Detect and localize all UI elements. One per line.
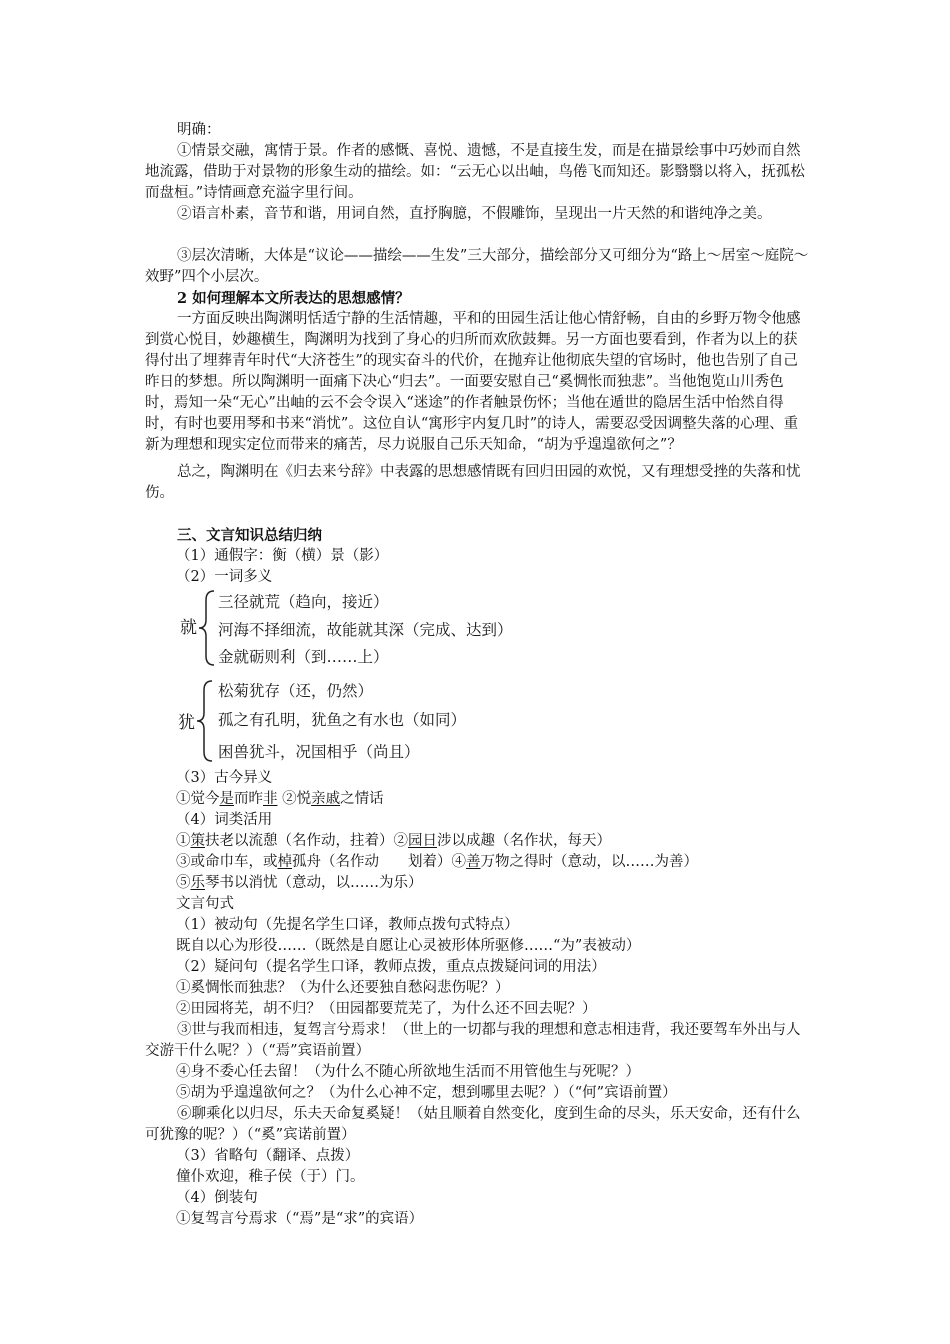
- cilei-heading: （4）词类活用: [176, 812, 273, 828]
- cilei-line-2: ③或命巾车，或棹孤舟（名作动 划着）④善万物之得时（意动，以……为善）: [176, 854, 698, 870]
- question2-paragraph1: 一方面反映出陶渊明恬适宁静的生活情趣，平和的田园生活让他心情舒畅，自由的乡野万物令他感到赏心悦目，妙趣横生，陶渊明为找到了身心的归所而欢欣鼓舞。另一方面也要看到，作者为以上的获得付出了埋葬青年时代“大济苍生”的现实奋斗的代价，在抛弃让他彻底失望的官场时，他也告别了自己昨日的梦想。所以陶渊明一面痛下决心“归去”。一面要安慰自己“奚惆怅而独悲”。当他饱览山川秀色时，焉知一朵“无心”出岫的云不会令误入“迷途”的作者触景伤怀；当他在遁世的隐居生活中怡然自得时，有时也要用琴和书来“消忧”。这位自认“寓形宇内复几时”的诗人，需要忍受因调整失落的心理、重新为理想和现实定位而带来的痛苦，尽力说服自己乐天知命，“胡为乎遑遑欲何之”？: [145, 311, 801, 453]
- paragraph-item1: ①情景交融，寓情于景。作者的感慨、喜悦、遗憾，不是直接生发，而是在描景绘事中巧妙而自然地流露，借助于对景物的形象生动的描绘。如：“云无心以出岫，鸟倦飞而知还。影翳翳以将入，抚孤松而盘桓。”诗情画意充溢字里行间。: [145, 143, 805, 201]
- question2-paragraph2: 总之，陶渊明在《归去来兮辞》中表露的思想感情既有回归田园的欢悦，又有理想受挫的失落和忧伤。: [145, 464, 801, 501]
- yiwen-4: ④身不委心任去留！（为什么不随心所欲地生活而不用管他生与死呢？）: [176, 1064, 640, 1080]
- shenglue-heading: （3）省略句（翻译、点拨）: [176, 1148, 360, 1164]
- shenglue-example: 僮仆欢迎，稚子侯（于）门。: [176, 1169, 365, 1185]
- yiwen-2: ②田园将芜，胡不归？（田园都要荒芜了，为什么还不回去呢？）: [176, 1001, 597, 1017]
- paragraph-item2: ②语言朴素，音节和谐，用词自然，直抒胸臆，不假雕饰，呈现出一片天然的和谐纯净之美。: [177, 206, 772, 222]
- yiwen-1: ①奚惆怅而独悲？（为什么还要独自愁闷悲伤呢？）: [176, 980, 510, 996]
- jushi-heading: 文言句式: [176, 896, 234, 912]
- brace-icon: [196, 588, 218, 668]
- yici-heading: （2）一词多义: [176, 569, 273, 585]
- yiwen-6: ⑥聊乘化以归尽，乐夫天命复奚疑！（姑且顺着自然变化，度到生命的尽头，乐天安命，还有什么可犹豫的呢？）（“奚”宾诺前置）: [145, 1106, 801, 1143]
- you-item-1: 松菊犹存（还，仍然）: [218, 682, 374, 700]
- gujin-line: ①觉今是而昨非 ②悦亲戚之情话: [176, 791, 384, 807]
- jiu-char: 就: [180, 618, 197, 638]
- daozhuang-heading: （4）倒装句: [176, 1190, 258, 1206]
- beidong-example: 既自以心为形役……（既然是自愿让心灵被形体所驱修……“为”表被动）: [176, 938, 641, 954]
- tongjia-line: （1）通假字：衡（横）景（影）: [176, 548, 389, 564]
- beidong-heading: （1）被动句（先提名学生口译，教师点拨句式特点）: [176, 917, 519, 933]
- answer-heading: 明确：: [177, 122, 221, 138]
- cilei-line-1: ①策扶老以流憩（名作动，拄着）②园日涉以成趣（名作状，每天）: [176, 833, 611, 849]
- jiu-item-3: 金就砺则利（到……上）: [218, 648, 389, 666]
- gujin-heading: （3）古今异义: [176, 770, 273, 786]
- paragraph-item3: ③层次清晰，大体是“议论——描绘——生发”三大部分，描绘部分又可细分为“路上～居室～庭院～效野”四个小层次。: [145, 248, 809, 285]
- you-char: 犹: [178, 713, 195, 733]
- cilei-line-3: ⑤乐琴书以消忧（意动，以……为乐）: [176, 875, 423, 891]
- you-item-2: 孤之有孔明，犹鱼之有水也（如同）: [218, 711, 467, 729]
- section3-heading: 三、文言知识总结归纳: [177, 527, 322, 544]
- yiwen-3: ③世与我而相违，复驾言兮焉求！（世上的一切都与我的理想和意志相违背，我还要驾车外出与人交游干什么呢？）（“焉”宾语前置）: [145, 1022, 801, 1059]
- yiwen-heading: （2）疑问句（提名学生口译，教师点拨，重点点拨疑问词的用法）: [176, 959, 606, 975]
- question2-heading: 2 如何理解本文所表达的思想感情？: [177, 290, 410, 307]
- brace-icon: [194, 678, 216, 764]
- daozhuang-1: ①复驾言兮焉求（“焉”是“求”的宾语）: [176, 1211, 424, 1227]
- you-item-3: 困兽犹斗，况国相乎（尚且）: [218, 743, 420, 761]
- yiwen-5: ⑤胡为乎遑遑欲何之？（为什么心神不定，想到哪里去呢？）（“何”宾语前置）: [176, 1085, 677, 1101]
- jiu-item-1: 三径就荒（趋向，接近）: [218, 593, 389, 611]
- jiu-item-2: 河海不择细流，故能就其深（完成、达到）: [218, 621, 513, 639]
